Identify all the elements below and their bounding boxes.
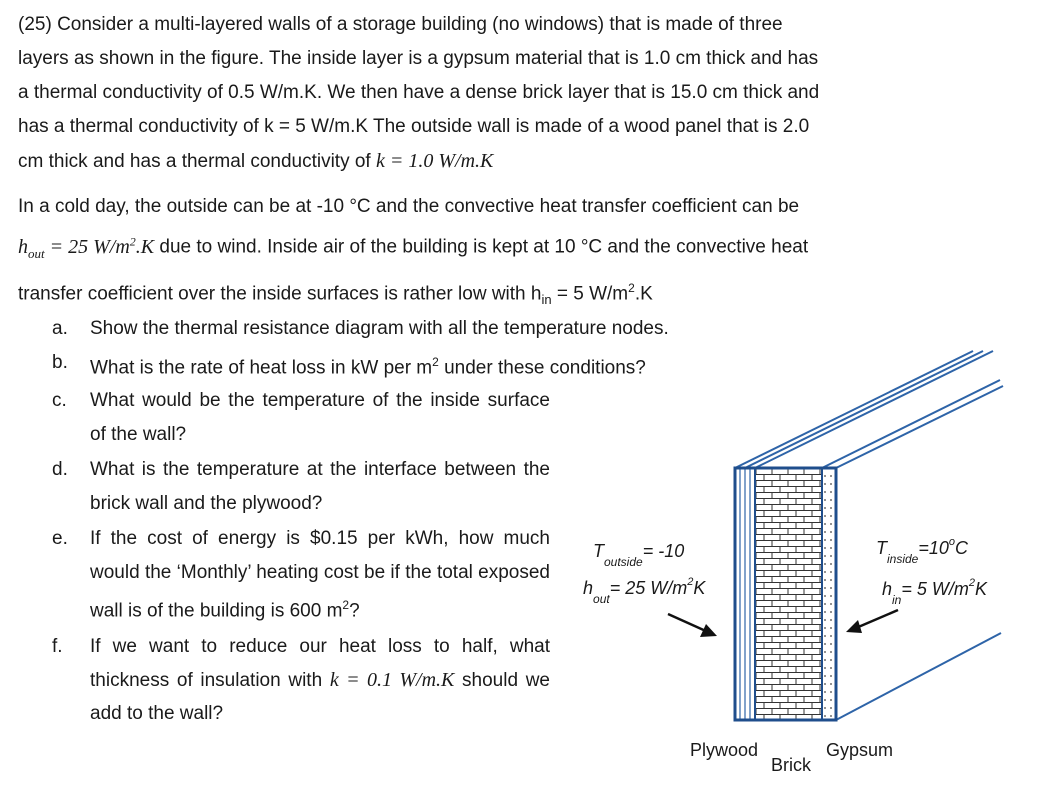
perspective-line (836, 386, 1003, 468)
gypsum-label: Gypsum (826, 740, 894, 760)
intro-line: layers as shown in the figure. The inside layer is a gypsum material that is 1.0 cm thick and has (18, 48, 819, 69)
perspective-line (745, 351, 983, 468)
question-d: d. What is the temperature at the interface between the brick wall and the plywood? (52, 459, 550, 514)
t-outside-label: $T_{outside}= -10$ (593, 541, 685, 569)
arrow-outside-icon (668, 614, 717, 637)
question-b: b. What is the rate of heat loss in kW per $m^2$ under these conditions? (52, 351, 646, 378)
plywood-label: Plywood (690, 740, 759, 760)
h-out-label: $h_{out}= 25$ $W/m^2K$ (583, 576, 706, 606)
gypsum-layer (822, 468, 836, 720)
perspective-line (836, 633, 1001, 720)
brick-label: Brick (771, 755, 811, 775)
cond-line: transfer coefficient over the inside surfaces is rather low with $h_{in} = 5$ $W/m^2.K$ (18, 280, 653, 307)
h-out-formula: $h_{out} = 25$ $W/m^2.K$ (18, 234, 155, 261)
intro-text: cm thick and has a thermal conductivity of (18, 151, 376, 172)
question-a: a. Show the thermal resistance diagram with all the temperature nodes. (52, 318, 669, 339)
k-insulation-formula: k = 0.1 W/m.K (329, 668, 455, 691)
intro-line: a thermal conductivity of 0.5 W/m.K. We then have a dense brick layer that is 15.0 cm thick and (18, 82, 820, 103)
cond-text: due to wind. Inside air of the building is kept at 10 °C and the convective heat (154, 236, 809, 258)
question-e: e. If the cost of energy is $0.15 per kWh, how much would the ‘Monthly’ heating cost be if the total exposed wall is of the building is 600 $m^2$? (52, 528, 550, 622)
perspective-line (822, 380, 1000, 468)
h-in-label: $h_{in}= 5$ $W/m^2K$ (882, 577, 988, 607)
t-inside-label: $T_{inside}=10^oC$ (876, 536, 969, 566)
k-gypsum-formula: k = 1.0 W/m.K (376, 150, 494, 172)
intro-line: (25) Consider a multi-layered walls of a storage building (no windows) that is made of three (18, 14, 783, 35)
cond-line: In a cold day, the outside can be at -10 °C and the convective heat transfer coefficient can be (18, 196, 800, 217)
question-f: f. If we want to reduce our heat loss to half, what thickness of insulation with k = 0.1 W/m.K should we add to the wall? (52, 636, 550, 725)
perspective-line (735, 351, 973, 468)
question-c: c. What would be the temperature of the inside surface of the wall? (52, 390, 550, 445)
brick-layer (755, 468, 822, 720)
plywood-layer (735, 468, 755, 720)
arrow-inside-icon (846, 610, 898, 633)
intro-line: has a thermal conductivity of k = 5 W/m.K The outside wall is made of a wood panel that is 2.0 (18, 116, 810, 137)
